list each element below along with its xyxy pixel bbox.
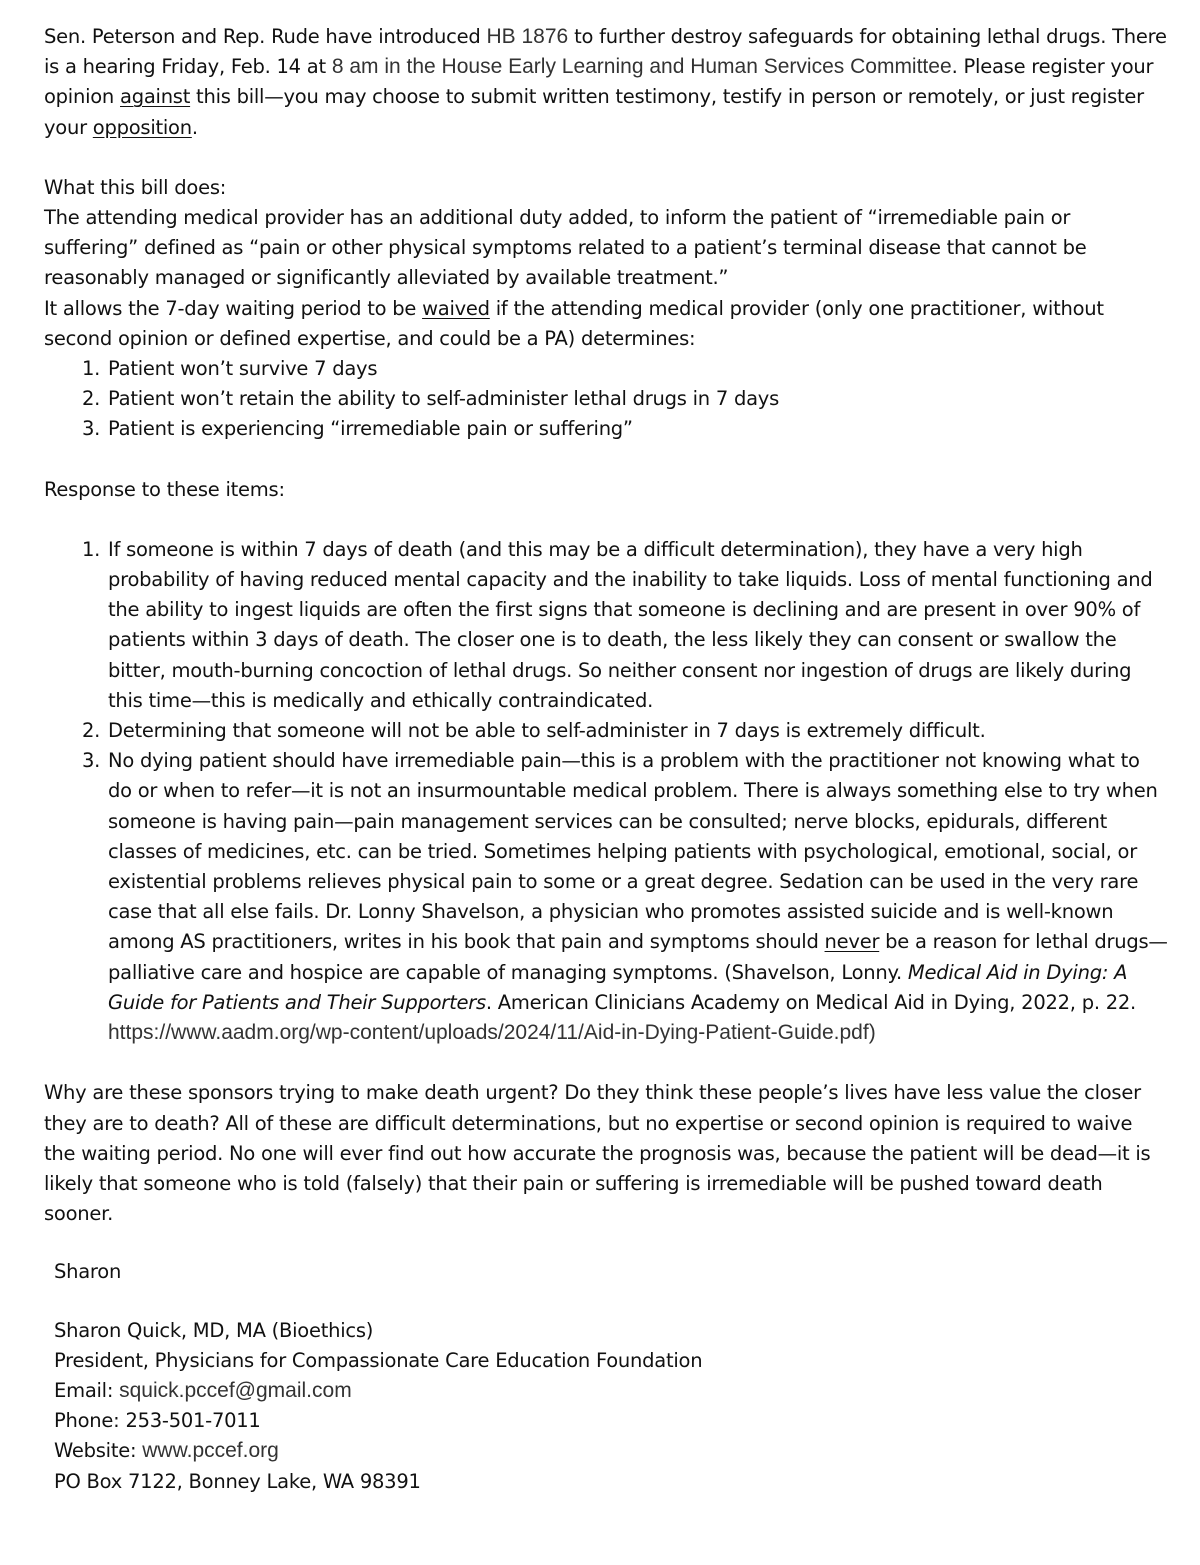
bill-link[interactable]: HB 1876: [486, 25, 569, 48]
signature-title: President, Physicians for Compassionate Care Education Foundation: [54, 1348, 703, 1372]
list-item: [44, 746, 1169, 1048]
signature-email-row: [54, 1376, 1169, 1406]
list-item-text: . American Clinicians Academy on Medical Aid in Dying, 2022, p. 22.: [485, 990, 1136, 1014]
intro-paragraph: [44, 22, 1169, 143]
against-emphasis: against: [120, 85, 191, 109]
bill-determinations-list: [44, 354, 1169, 445]
opposition-emphasis: opposition: [92, 115, 192, 139]
committee-link[interactable]: 8 am in the House Early Learning and Human Services Committee: [331, 55, 952, 79]
list-item-text: Patient won’t retain the ability to self-administer lethal drugs in 7 days: [108, 387, 779, 411]
signature-block: [54, 1257, 1169, 1496]
list-number: 1.: [82, 537, 101, 561]
list-item: [44, 535, 1169, 716]
list-item: [44, 354, 1169, 384]
intro-text: . Please register your opinion: [44, 55, 1154, 109]
list-item-text: No dying patient should have irremediable pain—this is a problem with the practitioner not knowing what to do or when to refer—it is not an insurmountable medical problem. There is always something else to try when someone is having pain—pain management services can be consulted; nerve blocks, epidurals, different classes of medicines, etc. can be tried. Sometimes helping patients with psychological, emotional, social, or existential problems relieves physical pain to some or a great degree. Sedation can be used in the very rare case that all else fails. Dr. Lonny Shavelson, a physician who promotes assisted suicide and is well-known among AS practitioners, writes in his book that pain and symptoms should: [108, 749, 1158, 954]
closing-paragraph: Why are these sponsors trying to make death urgent? Do they think these people’s lives have less value the closer they are to death? All of these are difficult determinations, but no expertise or second opinion is required to waive the waiting period. No one will ever find out how accurate the prognosis was, because the patient will be dead—it is likely that someone who is told (falsely) that their pain or suffering is irremediable will be pushed toward death sooner.: [44, 1081, 1151, 1226]
list-number: 2.: [82, 719, 101, 743]
list-number: 1.: [82, 357, 101, 381]
website-label: Website:: [54, 1439, 143, 1463]
list-number: 3.: [82, 417, 101, 441]
bill-heading: What this bill does:: [44, 175, 227, 199]
list-item-text: Patient is experiencing “irremediable pain or suffering”: [108, 417, 633, 441]
list-item-text: If someone is within 7 days of death (and this may be a difficult determination), they have a very high probability of having reduced mental capacity and the inability to take liquids. Loss of mental functioning and the ability to ingest liquids are often the first signs that someone is declining and are present in over 90% of patients within 3 days of death. The closer one is to death, the less likely they can consent or swallow the bitter, mouth-burning concoction of lethal drugs. So neither consent nor ingestion of drugs are likely during this time—this is medically and ethically contraindicated.: [108, 537, 1153, 712]
list-item-text: be a reason for lethal drugs—palliative care and hospice are capable of managing symptoms. (Shavelson, Lonny.: [108, 930, 1168, 984]
signature-first-name: Sharon: [54, 1260, 122, 1284]
email-link[interactable]: squick.pccef@gmail.com: [119, 1378, 352, 1402]
bill-paragraph-2: [44, 294, 1169, 354]
response-list: [44, 535, 1169, 1048]
signature-website-row: [54, 1436, 1169, 1466]
list-item: [44, 384, 1169, 414]
book-title: Medical Aid in Dying: A Guide for Patients and Their Supporters: [108, 960, 1128, 1014]
guide-url-link[interactable]: https://www.aadm.org/wp-content/uploads/2024/11/Aid-in-Dying-Patient-Guide.pdf: [108, 1021, 869, 1045]
waived-emphasis: waived: [422, 296, 490, 320]
list-item-text: Determining that someone will not be able to self-administer in 7 days is extremely difficult.: [108, 719, 986, 743]
list-item: [44, 716, 1169, 746]
document-body: [44, 22, 1169, 1497]
phone-label: Phone:: [54, 1409, 126, 1433]
intro-text: Sen. Peterson and Rep. Rude have introduced: [44, 25, 487, 48]
list-number: 2.: [82, 387, 101, 411]
intro-text: this bill—you may choose to submit written testimony, testify in person or remotely, or just register your: [44, 85, 1144, 139]
list-item-text: ): [868, 1021, 876, 1045]
website-link[interactable]: www.pccef.org: [142, 1439, 279, 1463]
intro-text: .: [191, 115, 198, 139]
response-heading: Response to these items:: [44, 477, 285, 501]
phone-number: 253-501-7011: [125, 1409, 261, 1433]
list-item-text: Patient won’t survive 7 days: [108, 357, 378, 381]
bill-paragraph-1: The attending medical provider has an additional duty added, to inform the patient of “irremediable pain or suffering” defined as “pain or other physical symptoms related to a patient’s terminal disease that cannot be reasonably managed or significantly alleviated by available treatment.”: [44, 206, 1087, 290]
bill-text: It allows the 7-day waiting period to be: [44, 296, 423, 320]
signature-phone-row: [54, 1406, 1169, 1436]
signature-name: Sharon Quick, MD, MA (Bioethics): [54, 1318, 374, 1342]
never-emphasis: never: [824, 930, 880, 954]
list-item: [44, 414, 1169, 444]
bill-text: if the attending medical provider (only one practitioner, without second opinion or defined expertise, and could be a PA) determines:: [44, 296, 1104, 350]
intro-text: to further destroy safeguards for obtaining lethal drugs. There is a hearing Friday, Feb. 14 at: [44, 25, 1167, 79]
list-number: 3.: [82, 749, 101, 773]
email-label: Email:: [54, 1378, 120, 1402]
signature-address: PO Box 7122, Bonney Lake, WA 98391: [54, 1469, 421, 1493]
